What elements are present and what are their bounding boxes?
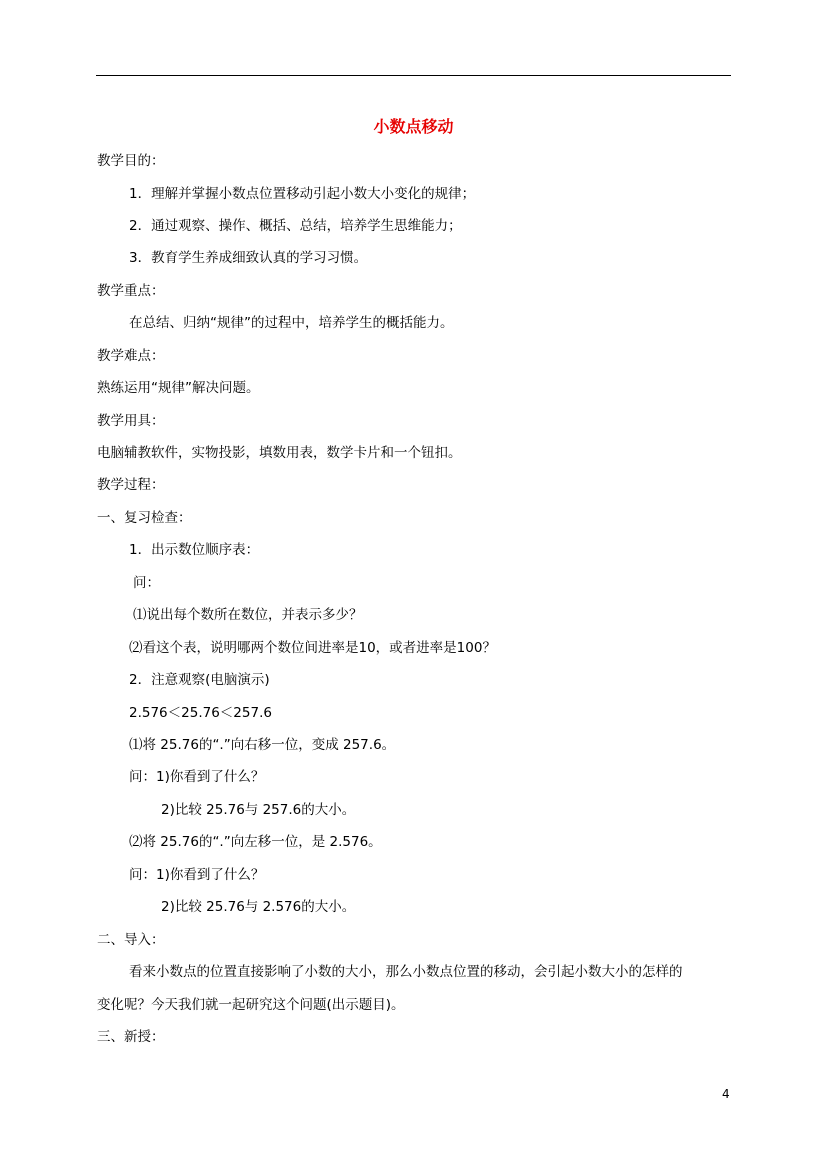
tools-text: 电脑辅教软件，实物投影，填数用表，数学卡片和一个钮扣。: [97, 445, 462, 461]
goal-1: 1．理解并掌握小数点位置移动引起小数大小变化的规律；: [129, 186, 476, 202]
question-2: ⑵看这个表，说明哪两个数位间进率是10，或者进率是100？: [129, 640, 496, 656]
header-rule: [96, 75, 731, 76]
doc-title: 小数点移动: [373, 117, 454, 136]
comparison-expression: 2.576＜25.76＜257.6: [129, 705, 272, 721]
heading-teaching-tools: 教学用具：: [97, 413, 165, 429]
key-point-text: 在总结、归纳“规律”的过程中，培养学生的概括能力。: [129, 315, 454, 331]
section-review: 一、复习检查：: [97, 510, 192, 526]
heading-teaching-process: 教学过程：: [97, 477, 165, 493]
goal-3: 3．教育学生养成细致认真的学习习惯。: [129, 250, 368, 266]
move-right-step: ⑴将 25.76的“.”向右移一位，变成 257.6。: [129, 737, 396, 753]
difficulty-text: 熟练运用“规律”解决问题。: [97, 380, 260, 396]
question-1: ⑴说出每个数所在数位，并表示多少？: [133, 607, 363, 623]
heading-difficulties: 教学难点：: [97, 348, 165, 364]
review-item-1: 1．出示数位顺序表：: [129, 542, 260, 558]
goal-2: 2．通过观察、操作、概括、总结，培养学生思维能力；: [129, 218, 462, 234]
move-right-question-1: 问：1)你看到了什么？: [129, 769, 265, 785]
move-left-step: ⑵将 25.76的“.”向左移一位，是 2.576。: [129, 834, 382, 850]
move-right-question-2: 2)比较 25.76与 257.6的大小。: [161, 802, 356, 818]
page-number: 4: [722, 1087, 730, 1101]
move-left-question-2: 2)比较 25.76与 2.576的大小。: [161, 899, 356, 915]
heading-key-points: 教学重点：: [97, 283, 165, 299]
question-label: 问：: [133, 575, 160, 591]
heading-teaching-goals: 教学目的：: [97, 153, 165, 169]
move-left-question-1: 问：1)你看到了什么？: [129, 867, 265, 883]
section-introduction: 二、导入：: [97, 932, 165, 948]
review-item-2: 2．注意观察(电脑演示): [129, 672, 270, 688]
section-new-lesson: 三、新授：: [97, 1029, 165, 1045]
intro-text-line-2: 变化呢？今天我们就一起研究这个问题(出示题目)。: [97, 997, 405, 1013]
intro-text-line-1: 看来小数点的位置直接影响了小数的大小，那么小数点位置的移动，会引起小数大小的怎样的: [129, 964, 683, 980]
